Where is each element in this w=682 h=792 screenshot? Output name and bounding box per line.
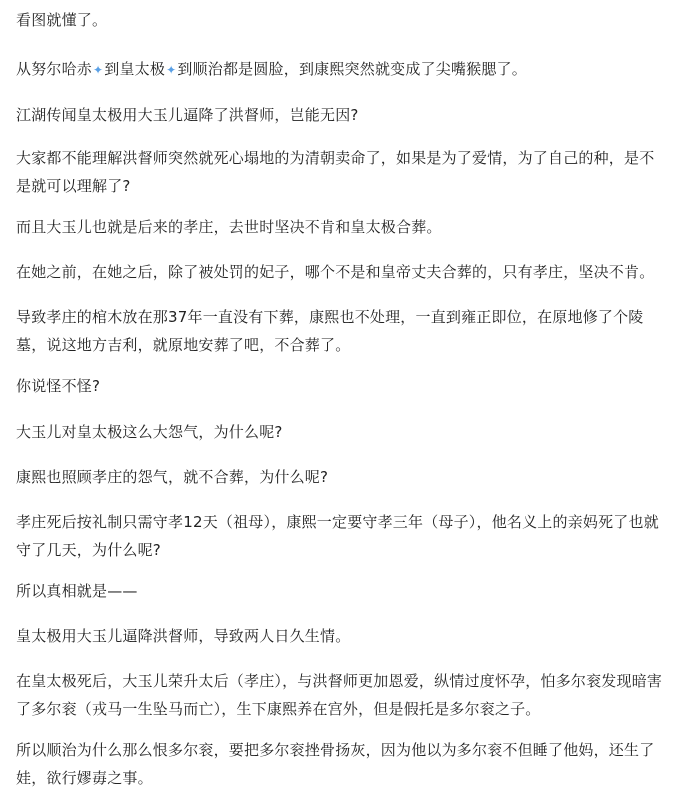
paragraph-14: 在皇太极死后，大玉儿荣升太后（孝庄），与洪督师更加恩爱，纵情过度怀孕，怕多尔衮发现暗害了多尔衮（戎马一生坠马而亡），生下康熙养在宫外，但是假托是多尔衮之子。 bbox=[16, 672, 663, 718]
paragraph-5: 而且大玉儿也就是后来的孝庄，去世时坚决不肯和皇太极合葬。 bbox=[16, 218, 442, 236]
paragraph-4: 大家都不能理解洪督师突然就死心塌地的为清朝卖命了，如果是为了爱情，为了自己的种，是不是就可以理解了? bbox=[16, 149, 655, 195]
sparkle-icon: ✦ bbox=[93, 63, 104, 77]
paragraph-2-part-2: 到皇太极 bbox=[104, 60, 166, 78]
paragraph-10: 康熙也照顾孝庄的怨气，就不合葬，为什么呢? bbox=[16, 468, 329, 486]
paragraph-8: 你说怪不怪? bbox=[16, 377, 101, 395]
paragraph-2-part-1: 从努尔哈赤 bbox=[16, 60, 93, 78]
paragraph-12: 所以真相就是—— bbox=[16, 582, 138, 600]
paragraph-3: 江湖传闻皇太极用大玉儿逼降了洪督师，岂能无因? bbox=[16, 106, 359, 124]
paragraph-9: 大玉儿对皇太极这么大怨气，为什么呢? bbox=[16, 423, 283, 441]
paragraph-2-part-3: 到顺治都是圆脸，到康熙突然就变成了尖嘴猴腮了。 bbox=[177, 60, 527, 78]
paragraph-13: 皇太极用大玉儿逼降洪督师，导致两人日久生情。 bbox=[16, 627, 351, 645]
paragraph-7: 导致孝庄的棺木放在那37年一直没有下葬，康熙也不处理，一直到雍正即位，在原地修了个陵墓，说这地方吉利，就原地安葬了吧，不合葬了。 bbox=[16, 308, 644, 354]
paragraph-2 bbox=[16, 55, 666, 84]
paragraph-6: 在她之前，在她之后，除了被处罚的妃子，哪个不是和皇帝丈夫合葬的，只有孝庄，坚决不肯。 bbox=[16, 263, 655, 281]
paragraph-15: 所以顺治为什么那么恨多尔衮，要把多尔衮挫骨扬灰，因为他以为多尔衮不但睡了他妈，还生了娃，欲行嫪毐之事。 bbox=[16, 741, 655, 787]
paragraph-1: 看图就懂了。 bbox=[16, 11, 108, 29]
sparkle-icon-2: ✦ bbox=[166, 63, 177, 77]
paragraph-11: 孝庄死后按礼制只需守孝12天（祖母），康熙一定要守孝三年（母子），他名义上的亲妈死了也就守了几天，为什么呢? bbox=[16, 513, 659, 559]
